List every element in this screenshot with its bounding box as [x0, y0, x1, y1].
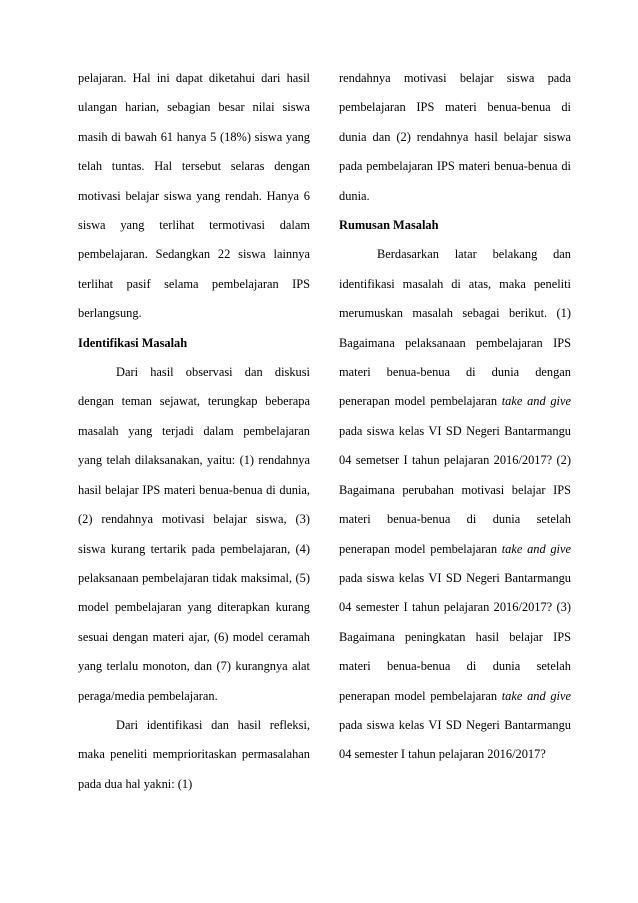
right-column: [339, 64, 571, 770]
heading-rumusan-masalah: Rumusan Masalah: [339, 218, 439, 233]
left-paragraph-2: Dari hasil observasi dan diskusi dengan teman sejawat, terungkap beberapa masalah yang terjadi dalam pembelajaran yang telah dilaksanakan, yaitu: (1) rendahnya hasil belajar IPS materi benua-benua di dunia, (2) rendahnya motivasi belajar siswa, (3) siswa kurang tertarik pada pembelajaran, (4) pelaksanaan pembelajaran tidak maksimal, (5) model pembelajaran yang diterapkan kurang sesuai dengan materi ajar, (6) model ceramah yang terlalu monoton, dan (7) kurangnya alat peraga/media pembelajaran.: [78, 365, 310, 703]
text-run: pada siswa kelas VI SD Negeri Bantarmangu 04 semester I tahun pelajaran 2016/2017? (3) Bagaimana peningkatan hasil belajar IPS materi benua-benua di dunia setelah penerapan model pembelajaran: [339, 570, 571, 703]
text-run: Berdasarkan latar belakang dan identifikasi masalah di atas, maka peneliti merumuskan masalah sebagai berikut. (1) Bagaimana pelaksanaan pembelajaran IPS materi benua-benua di dunia dengan penerapan model pembelajaran: [339, 247, 571, 409]
italic-term: take and give: [501, 541, 572, 556]
left-paragraph-3: Dari identifikasi dan hasil refleksi, maka peneliti memprioritaskan permasalahan pada dua hal yakni: (1): [78, 717, 310, 791]
right-paragraph-2: [339, 240, 571, 769]
heading-identifikasi-masalah: Identifikasi Masalah: [78, 335, 188, 350]
text-run: pada siswa kelas VI SD Negeri Bantarmangu 04 semetser I tahun pelajaran 2016/2017? (2) Bagaimana perubahan motivasi belajar IPS materi benua-benua di dunia setelah penerapan model pembelajaran: [339, 423, 571, 556]
italic-term: take and give: [501, 394, 572, 409]
text-run: pada siswa kelas VI SD Negeri Bantarmangu 04 semester I tahun pelajaran 2016/2017?: [339, 717, 571, 762]
left-paragraph-1: pelajaran. Hal ini dapat diketahui dari hasil ulangan harian, sebagian besar nilai siswa masih di bawah 61 hanya 5 (18%) siswa yang telah tuntas. Hal tersebut selaras dengan motivasi belajar siswa yang rendah. Hanya 6 siswa yang terlihat termotivasi dalam pembelajaran. Sedangkan 22 siswa lainnya terlihat pasif selama pembelajaran IPS berlangsung.: [78, 71, 310, 321]
italic-term: take and give: [501, 688, 572, 703]
right-paragraph-1: rendahnya motivasi belajar siswa pada pembelajaran IPS materi benua-benua di dunia dan (2) rendahnya hasil belajar siswa pada pembelajaran IPS materi benua-benua di dunia.: [339, 71, 571, 203]
left-column: [78, 64, 310, 799]
